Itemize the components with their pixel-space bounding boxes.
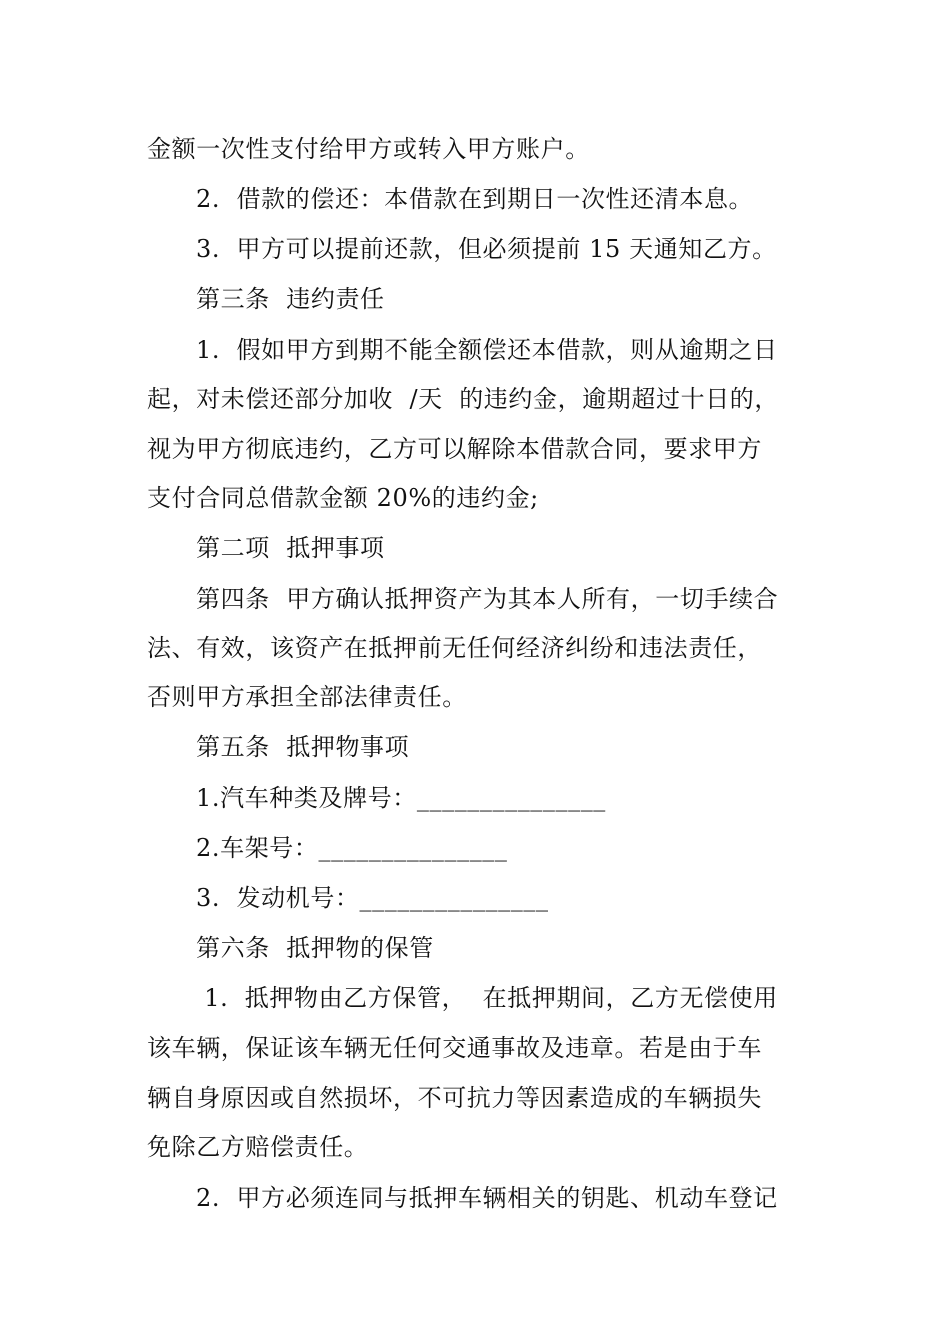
paragraph-line: 2. 借款的偿还：本借款在到期日一次性还清本息。 [196, 185, 754, 213]
form-field-line: 1.汽车种类及牌号：_______________ [196, 784, 606, 812]
paragraph-line: 金额一次性支付给甲方或转入甲方账户。 [147, 135, 590, 163]
paragraph-line: 第四条 甲方确认抵押资产为其本人所有，一切手续合 [196, 585, 779, 613]
paragraph-line: 免除乙方赔偿责任。 [147, 1133, 369, 1161]
paragraph-line: 视为甲方彻底违约，乙方可以解除本借款合同，要求甲方 [147, 435, 762, 463]
form-field-line: 2.车架号：_______________ [196, 834, 508, 862]
form-field-line: 3. 发动机号：_______________ [196, 884, 549, 912]
paragraph-line: 1. 抵押物由乙方保管， 在抵押期间，乙方无偿使用 [196, 984, 778, 1012]
section-heading: 第三条 违约责任 [196, 285, 385, 313]
paragraph-line: 法、有效，该资产在抵押前无任何经济纠纷和违法责任， [147, 634, 762, 662]
section-heading: 第五条 抵押物事项 [196, 733, 410, 761]
paragraph-line: 起，对未偿还部分加收 /天 的违约金，逾期超过十日的， [147, 385, 779, 413]
paragraph-line: 否则甲方承担全部法律责任。 [147, 683, 467, 711]
paragraph-line: 3. 甲方可以提前还款，但必须提前 15 天通知乙方。 [196, 235, 777, 263]
section-heading: 第二项 抵押事项 [196, 534, 385, 562]
paragraph-line: 2. 甲方必须连同与抵押车辆相关的钥匙、机动车登记 [196, 1184, 778, 1212]
paragraph-line: 辆自身原因或自然损坏，不可抗力等因素造成的车辆损失 [147, 1084, 762, 1112]
paragraph-line: 支付合同总借款金额 20%的违约金; [147, 484, 539, 512]
paragraph-line: 该车辆，保证该车辆无任何交通事故及违章。若是由于车 [147, 1034, 762, 1062]
paragraph-line: 1. 假如甲方到期不能全额偿还本借款，则从逾期之日 [196, 336, 778, 364]
section-heading: 第六条 抵押物的保管 [196, 934, 434, 962]
